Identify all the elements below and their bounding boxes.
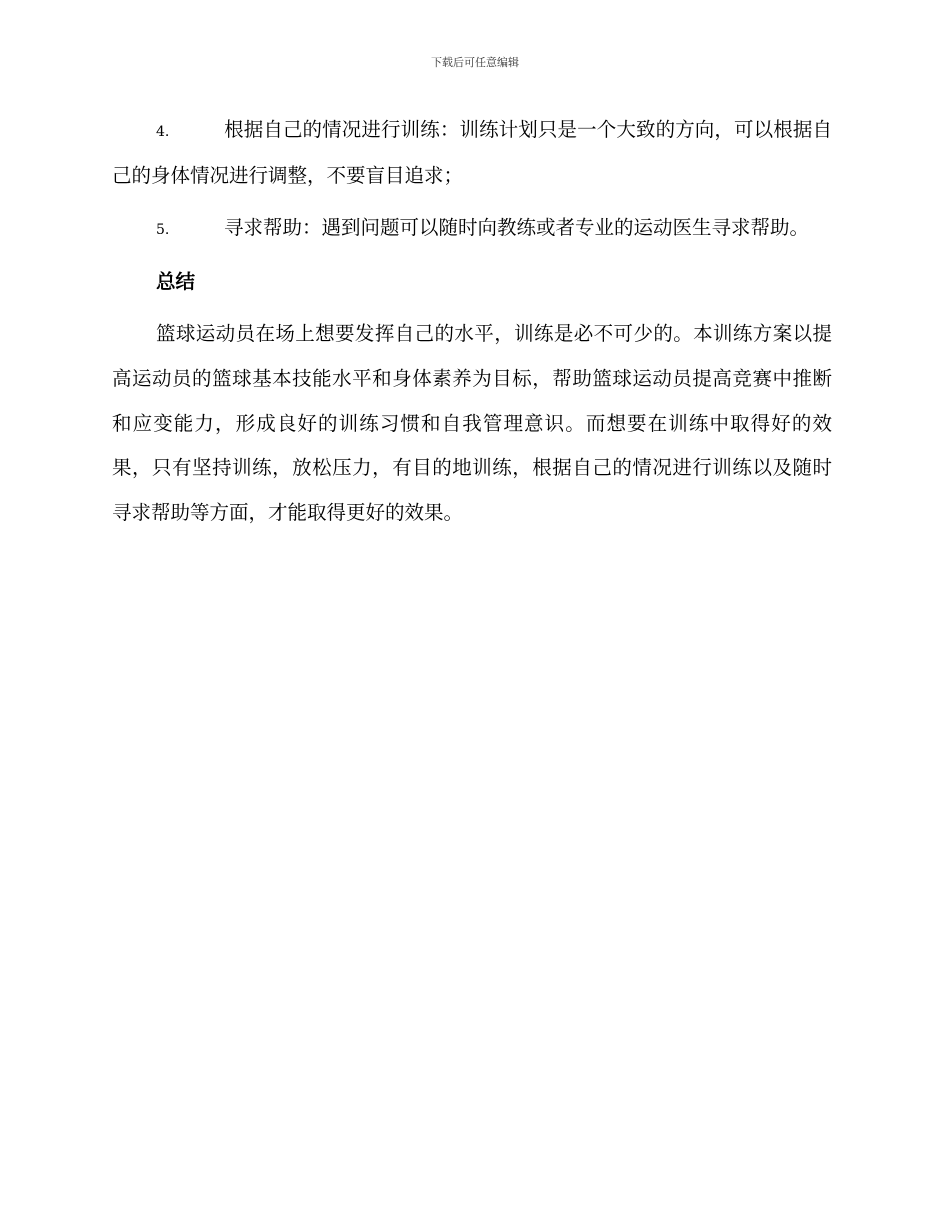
summary-paragraph: 篮球运动员在场上想要发挥自己的水平，训练是必不可少的。本训练方案以提高运动员的篮球基本技能水平和身体素养为目标，帮助篮球运动员提高竞赛中推断和应变能力，形成良好的训练习惯和自我管理意识。而想要在训练中取得好的效果，只有坚持训练，放松压力，有目的地训练，根据自己的情况进行训练以及随时寻求帮助等方面，才能取得更好的效果。 bbox=[112, 322, 832, 525]
list-item-5 bbox=[112, 206, 832, 252]
page-header: 下载后可任意编辑 bbox=[431, 56, 519, 69]
list-text: 寻求帮助：遇到问题可以随时向教练或者专业的运动医生寻求帮助。 bbox=[224, 216, 810, 239]
list-item-4 bbox=[112, 108, 832, 198]
section-title-summary: 总结 bbox=[156, 270, 196, 293]
document-body bbox=[112, 108, 832, 536]
list-text: 根据自己的情况进行训练：训练计划只是一个大致的方向，可以根据自己的身体情况进行调整，不要盲目追求； bbox=[112, 118, 832, 187]
list-number: 4. bbox=[156, 124, 170, 140]
list-number: 5. bbox=[156, 222, 170, 238]
